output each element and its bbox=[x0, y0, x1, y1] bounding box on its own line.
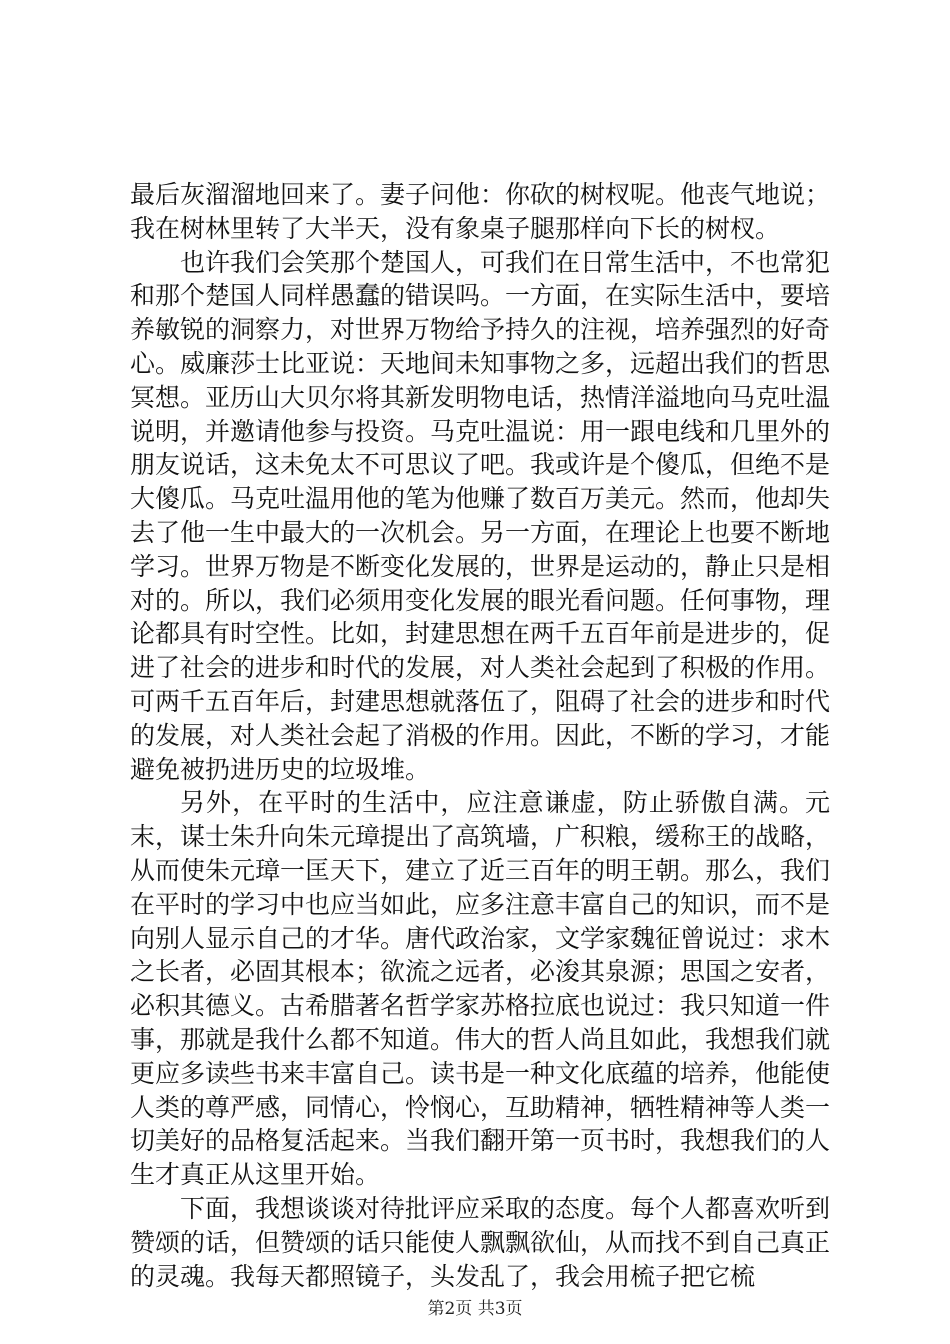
document-body bbox=[130, 178, 830, 1293]
paragraph-humility: 另外，在平时的生活中，应注意谦虚，防止骄傲自满。元末，谋士朱升向朱元璋提出了高筑墙，广积粮，缓称王的战略，从而使朱元璋一匡天下，建立了近三百年的明王朝。那么，我们在平时的学习中也应当如此，应多注意丰富自己的知识，而不是向别人显示自己的才华。唐代政治家，文学家魏征曾说过：求木之长者，必固其根本；欲流之远者，必浚其泉源；思国之安者，必积其德义。古希腊著名哲学家苏格拉底也说过：我只知道一件事，那就是我什么都不知道。伟大的哲人尚且如此，我想我们就更应多读些书来丰富自己。读书是一种文化底蕴的培养，他能使人类的尊严感，同情心，怜悯心，互助精神，牺牲精神等人类一切美好的品格复活起来。当我们翻开第一页书时，我想我们的人生才真正从这里开始。 bbox=[130, 788, 831, 1190]
paragraph-criticism: 下面，我想谈谈对待批评应采取的态度。每个人都喜欢听到赞颂的话，但赞颂的话只能使人飘飘欲仙，从而找不到自己真正的灵魂。我每天都照镜子，头发乱了，我会用梳子把它梳 bbox=[130, 1193, 831, 1291]
paragraph-continuation: 最后灰溜溜地回来了。妻子问他：你砍的树杈呢。他丧气地说；我在树林里转了大半天，没有象桌子腿那样向下长的树杈。 bbox=[130, 180, 831, 243]
paragraph-learning: 也许我们会笑那个楚国人，可我们在日常生活中，不也常犯和那个楚国人同样愚蠢的错误吗。一方面，在实际生活中，要培养敏锐的洞察力，对世界万物给予持久的注视，培养强烈的好奇心。威廉莎士比亚说：天地间未知事物之多，远超出我们的哲思冥想。亚历山大贝尔将其新发明物电话，热情洋溢地向马克吐温说明，并邀请他参与投资。马克吐温说：用一跟电线和几里外的朋友说话，这未免太不可思议了吧。我或许是个傻瓜，但绝不是大傻瓜。马克吐温用他的笔为他赚了数百万美元。然而，他却失去了他一生中最大的一次机会。另一方面，在理论上也要不断地学习。世界万物是不断变化发展的，世界是运动的，静止只是相对的。所以，我们必须用变化发展的眼光看问题。任何事物，理论都具有时空性。比如，封建思想在两千五百年前是进步的，促进了社会的进步和时代的发展，对人类社会起到了积极的作用。可两千五百年后，封建思想就落伍了，阻碍了社会的进步和时代的发展，对人类社会起了消极的作用。因此，不断的学习，才能避免被扔进历史的垃圾堆。 bbox=[130, 247, 831, 784]
page-number-footer: 第2页 共3页 bbox=[427, 1299, 523, 1319]
